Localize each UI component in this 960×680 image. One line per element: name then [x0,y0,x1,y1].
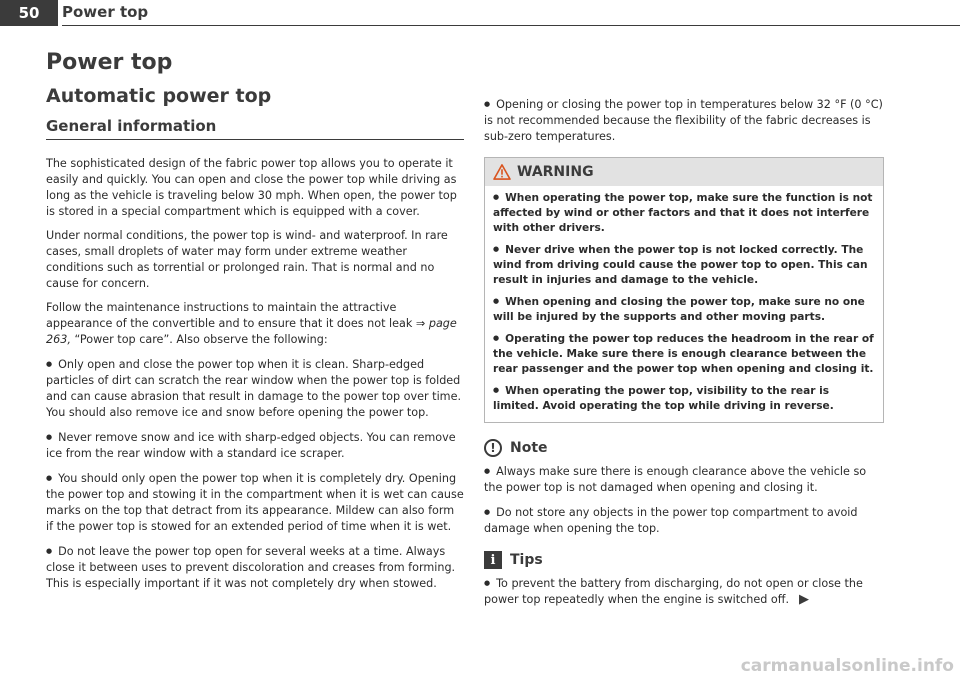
subsection-rule [46,139,464,140]
bullet-item: ● Never remove snow and ice with sharp-edged objects. You can remove ice from the rear window with a standard ice scraper. [46,429,464,462]
header-rule [62,25,960,26]
note-item: ● Always make sure there is enough clearance above the vehicle so the power top is not damaged when opening and closing it. [484,463,884,496]
page-title: Power top [46,50,173,75]
warning-item: ● Operating the power top reduces the headroom in the rear of the vehicle. Make sure there is enough clearance between the rear passenger and the power top when opening and closing it. [493,331,875,377]
warning-item: ● When operating the power top, make sure the function is not affected by wind or other factors and that it does not interfere with other drivers. [493,190,875,236]
paragraph-waterproof: Under normal conditions, the power top is wind- and waterproof. In rare cases, small droplets of water may form under extreme weather conditions such as torrential or prolonged rain. That is normal and no cause for concern. [46,229,448,290]
warning-item: ● Never drive when the power top is not locked correctly. The wind from driving could cause the power top to open. This can result in injuries and damage to the vehicle. [493,242,875,288]
tips-info-icon: i [484,551,502,569]
watermark: carmanualsonline.info [740,656,954,676]
warning-title: WARNING [517,164,594,180]
note-item: ● Do not store any objects in the power top compartment to avoid damage when opening the top. [484,504,884,537]
section-title: Automatic power top [46,85,272,107]
left-column [46,50,464,600]
bullet-item: ● Opening or closing the power top in temperatures below 32 °F (0 °C) is not recommended because the flexibility of the fabric decreases is sub-zero temperatures. [484,96,884,145]
paragraph-maintenance [46,300,464,348]
tips-title: Tips [510,552,543,568]
warning-body [485,186,883,422]
note-title: Note [510,440,548,456]
note-header [484,439,884,457]
page-number: 50 [0,0,58,26]
warning-item: ● When opening and closing the power top, make sure no one will be injured by the supports and other moving parts. [493,294,875,325]
note-exclamation-icon: ! [484,439,502,457]
tips-item-text: To prevent the battery from discharging, do not open or close the power top repeatedly when the engine is switched off. [484,577,863,606]
bullet-item: ● You should only open the power top when it is completely dry. Opening the power top and stowing it in the compartment when it is wet can cause marks on the top that detract from its appearance. Mildew can also form if the power top is stowed for an extended period of time when it is wet. [46,470,464,535]
page-reference-link[interactable]: ⇒ page 263, [46,317,457,346]
tips-item [484,575,884,608]
warning-header [485,158,883,186]
warning-box [484,157,884,423]
continue-arrow-icon: ▶ [799,592,810,607]
tips-header [484,551,884,569]
maintenance-text-end: “Power top care”. Also observe the following: [70,333,328,346]
running-title: Power top [62,3,149,21]
subsection-title: General information [46,117,217,135]
right-column [484,96,884,616]
paragraph-design: The sophisticated design of the fabric power top allows you to operate it easily and quickly. You can open and close the power top while driving as long as the vehicle is traveling below 30 mph. When open, the power top is stored in a special compartment which is equipped with a cover. [46,157,457,218]
warning-triangle-icon [493,164,511,180]
bullet-item: ● Only open and close the power top when it is clean. Sharp-edged particles of dirt can scratch the rear window when the power top is folded and can cause abrasion that result in damage to the power top over time. You should also remove ice and snow before opening the power top. [46,356,464,421]
bullet-item: ● Do not leave the power top open for several weeks at a time. Always close it between uses to prevent discoloration and creases from forming. This is especially important if it was not completely dry when stowed. [46,543,464,592]
maintenance-text: Follow the maintenance instructions to maintain the attractive appearance of the convertible and to ensure that it does not leak [46,301,416,330]
page-header [0,0,960,28]
warning-item: ● When operating the power top, visibility to the rear is limited. Avoid operating the top while driving in reverse. [493,383,875,414]
